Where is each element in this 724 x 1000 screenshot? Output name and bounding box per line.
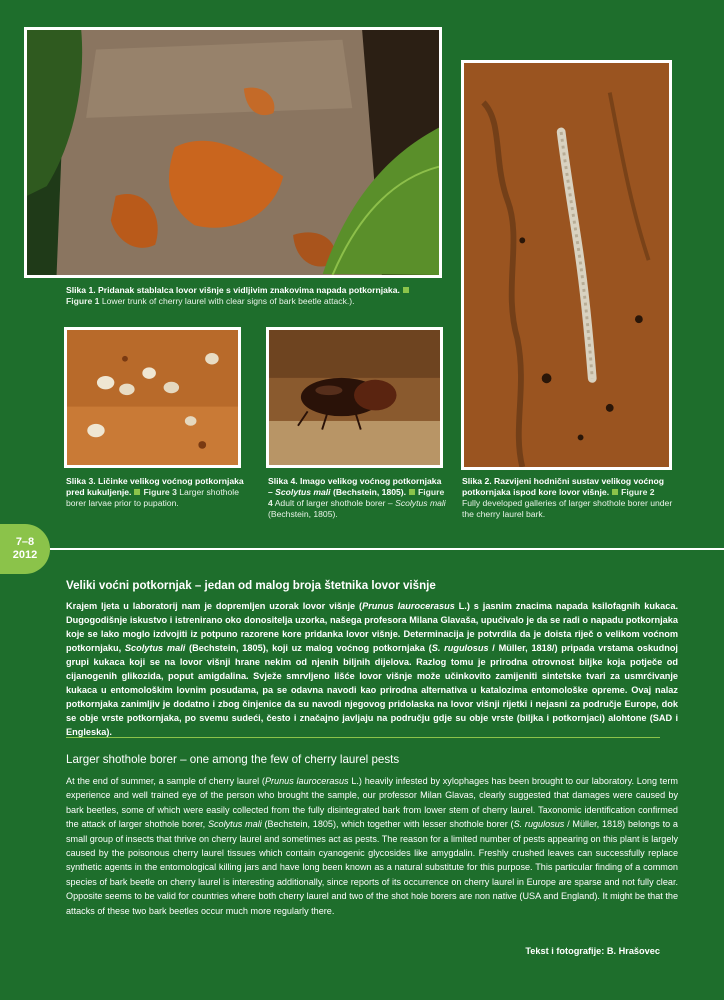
article-en-text-2: L.) heavily infested by xylophages has been brought to our laboratory. Long term experience and well trained eye of the person who brought the sample, our professor Milan Glavas, clearly suggested that damages were caused by bark beetles, some of which were easily collected from the fully disintegrated bark from lower stem of cherry laurel. Taxonomic identification confirmed the attack of larger shothole borer, bbox=[66, 776, 678, 830]
larvae-photo-image bbox=[67, 330, 238, 465]
article-hr-species-1: Prunus laurocerasus bbox=[362, 601, 455, 611]
figure-4-author-hr: (Bechstein, 1805). bbox=[332, 487, 407, 497]
photo-credit: Tekst i fotografije: B. Hrašovec bbox=[525, 946, 660, 956]
article-hr-text-1: Krajem ljeta u laboratorij nam je dopremljen uzorak lovor višnje ( bbox=[66, 601, 363, 611]
figure-4-species-en: Scolytus mali bbox=[395, 498, 446, 508]
article-hr-text-4: / Müller, 1818/) pripada vrstama oskudnoj grupi kukaca koji se na lovor višnji hrane nekim od njenih biljnih dijelova. Razlog tomu je prirodna otrovnost biljke koja potječe od cijanogenih glikozida, poput amigdalina. Svježe smrvljeno lišće lovor višnje može učinkovito zamijeniti sintetske tvari za usmrćivanje kukaca u entomološkim lovnim posudama, pa se odavna navodi kao prirodna alternativa u katalozima entomološke opreme. Ovaj nalaz potkornjaka zanimljiv je dodatno i zbog činjenice da su navodi njegovog pridolaska na lovor višnji rijetki i nejasni za područje Europe, dok se obje vrste potkornjaka, po svemu sudeći, često i značajno javljaju na području gdje su obje vrste (biljka i potkornjaci) alohtone (SAD i Engleska). bbox=[66, 643, 678, 737]
article-hr-species-2: Scolytus mali bbox=[124, 643, 186, 653]
issue-badge bbox=[0, 524, 50, 574]
article-en-text-3: (Bechstein, 1805), which together with lesser shothole borer ( bbox=[261, 819, 514, 830]
figure-4-photo bbox=[266, 327, 443, 468]
article-body-hr bbox=[66, 599, 678, 739]
article-hr-species-3: S. rugulosus bbox=[431, 643, 489, 653]
article-en-species-3: S. rugulosus bbox=[513, 819, 565, 830]
figure-3-caption bbox=[66, 476, 244, 509]
square-bullet-icon bbox=[409, 489, 415, 495]
section-divider bbox=[50, 548, 724, 550]
figure-3-text-hr: Ličinke velikog voćnog potkornjaka pred kukuljenje. bbox=[66, 476, 244, 497]
figure-2-label-en: Figure 2 bbox=[621, 487, 655, 497]
article-body-en bbox=[66, 774, 678, 918]
article-en-species-2: Scolytus mali bbox=[207, 819, 262, 830]
figure-2-caption bbox=[462, 476, 674, 520]
figure-2-label-hr: Slika 2. bbox=[462, 476, 492, 486]
galleries-photo-image bbox=[464, 63, 669, 467]
square-bullet-icon bbox=[612, 489, 618, 495]
figure-3-photo bbox=[64, 327, 241, 468]
article-en-species-1: Prunus laurocerasus bbox=[264, 776, 349, 786]
article-en-text-1: At the end of summer, a sample of cherry laurel ( bbox=[66, 776, 265, 786]
trunk-photo-image bbox=[27, 30, 439, 275]
figure-1-label-en: Figure 1 bbox=[66, 296, 100, 306]
article-divider bbox=[66, 737, 660, 738]
figure-4-label-hr: Slika 4. bbox=[268, 476, 298, 486]
figure-2-text-en: Fully developed galleries of larger shothole borer under the cherry laurel bark. bbox=[462, 498, 673, 519]
figure-2-text-hr: Razvijeni hodnični sustav velikog voćnog potkornjaka ispod kore lovor višnje. bbox=[462, 476, 665, 497]
article-en-text-4: / Müller, 1818) belongs to a small group of insects that thrive on cherry laurel and sometimes act as pests. The reason for a limited number of pests appearing on this plant is largely caused by the poisonous cherry laurel tissues which contain cyanogenic glycosides like amygdalin. Freshly crushed leaves can successfully replace synthetic agents in the entomological killing jars and have long been known as a natural substitute for this purpose. This particular finding of a common species of bark beetle on cherry laurel is interesting additionally, since reports of its occurrence on cherry laurel in Europe are sparse and not fully clear. Opposite seems to be valid for countries where both cherry laurel and two of the shot hole borers are non native (USA and England). It might be that the attacks of these two bark beetles occur much more regularly there. bbox=[66, 819, 678, 916]
article-title-hr: Veliki voćni potkornjak – jedan od malog broja štetnika lovor višnje bbox=[66, 579, 436, 592]
figure-1-text-en: Lower trunk of cherry laurel with clear signs of bark beetle attack.). bbox=[101, 296, 355, 306]
figure-4-author-en: (Bechstein, 1805). bbox=[268, 509, 338, 519]
article-hr-text-3: (Bechstein, 1805), koji uz malog voćnog potkornjaka ( bbox=[185, 643, 432, 653]
figure-4-text-en: Adult of larger shothole borer – bbox=[274, 498, 393, 508]
square-bullet-icon bbox=[403, 287, 409, 293]
square-bullet-icon bbox=[134, 489, 140, 495]
figure-4-species-hr: Scolytus mali bbox=[275, 487, 331, 497]
figure-4-text-hr: Imago velikog voćnog potkornjaka – bbox=[268, 476, 442, 497]
beetle-photo-image bbox=[269, 330, 440, 465]
figure-3-text-en: Larger shothole borer larvae prior to pupation. bbox=[66, 487, 239, 508]
figure-4-caption bbox=[268, 476, 448, 520]
issue-number: 7–8 bbox=[15, 536, 35, 548]
article-hr-text-2: L.) s jasnim znacima napada ksilofagnih kukaca. Dugogodišnje iskustvo i istrenirano oko donositelja uzorka, našega profesora Milana Glavaša, upućivalo je da se radi o napadu potkornjaka koje se lako moglo izdvojiti iz potpuno razorene kore pridanka lovor višnje. Determinacija je potvrdila da je doista riječ o velikom voćnom potkornjaku, bbox=[66, 601, 679, 653]
figure-1-photo bbox=[24, 27, 442, 278]
figure-4-label-en: Figure 4 bbox=[268, 487, 445, 508]
figure-3-label-en: Figure 3 bbox=[143, 487, 177, 497]
figure-1-label-hr: Slika 1. bbox=[66, 285, 96, 295]
figure-2-photo bbox=[461, 60, 672, 470]
figure-3-label-hr: Slika 3. bbox=[66, 476, 96, 486]
article-title-en: Larger shothole borer – one among the few of cherry laurel pests bbox=[66, 753, 400, 766]
issue-year: 2012 bbox=[12, 549, 38, 561]
figure-1-caption bbox=[66, 285, 426, 307]
figure-1-text-hr: Pridanak stablalca lovor višnje s vidljivim znakovima napada potkornjaka. bbox=[98, 285, 400, 295]
